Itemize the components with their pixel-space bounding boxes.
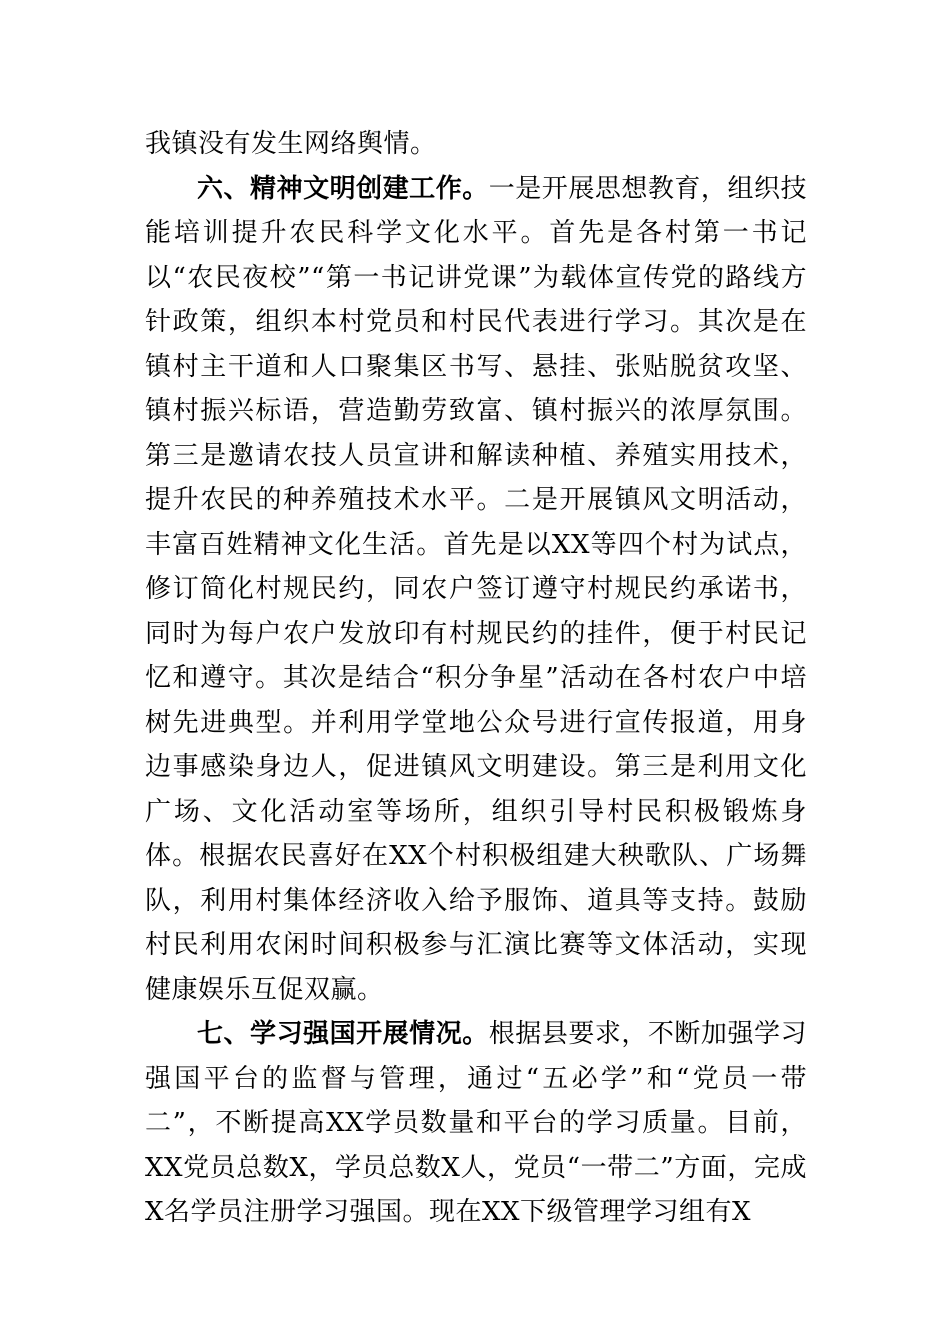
paragraph-text: 我镇没有发生网络舆情。 bbox=[145, 129, 437, 159]
paragraph-text: 一是开展思想教育，组织技能培训提升农民科学文化水平。首先是各村第一书记以“农民夜校”“第一书记讲党课”为载体宣传党的路线方针政策，组织本村党员和村民代表进行学习。其次是在镇村主干道和人口聚集区书写、悬挂、张贴脱贫攻坚、镇村振兴标语，营造勤劳致富、镇村振兴的浓厚氛围。第三是邀请农技人员宣讲和解读种植、养殖实用技术，提升农民的种养殖技术水平。二是开展镇风文明活动，丰富百姓精神文化生活。首先是以XX等四个村为试点，修订简化村规民约，同农户签订遵守村规民约承诺书，同时为每户农户发放印有村规民约的挂件，便于村民记忆和遵守。其次是结合“积分争星”活动在各村农户中培树先进典型。并利用学堂地公众号进行宣传报道，用身边事感染身边人，促进镇风文明建设。第三是利用文化广场、文化活动室等场所，组织引导村民积极锻炼身体。根据农民喜好在XX个村积极组建大秧歌队、广场舞队，利用村集体经济收入给予服饰、道具等支持。鼓励村民利用农闲时间积极参与汇演比赛等文体活动，实现健康娱乐互促双赢。 bbox=[145, 173, 807, 1005]
paragraph-section-6 bbox=[145, 167, 807, 1013]
section-heading: 七、学习强国开展情况。 bbox=[197, 1019, 489, 1049]
paragraph-section-7 bbox=[145, 1012, 807, 1235]
section-heading: 六、精神文明创建工作。 bbox=[197, 173, 489, 204]
body-text bbox=[145, 122, 807, 1235]
paragraph-text: 根据县要求，不断加强学习强国平台的监督与管理，通过“五必学”和“党员一带二”，不断提高XX学员数量和平台的学习质量。目前，XX党员总数X，学员总数X人，党员“一带二”方面，完成X名学员注册学习强国。现在XX下级管理学习组有X bbox=[145, 1019, 807, 1227]
paragraph-continuation bbox=[145, 122, 807, 167]
